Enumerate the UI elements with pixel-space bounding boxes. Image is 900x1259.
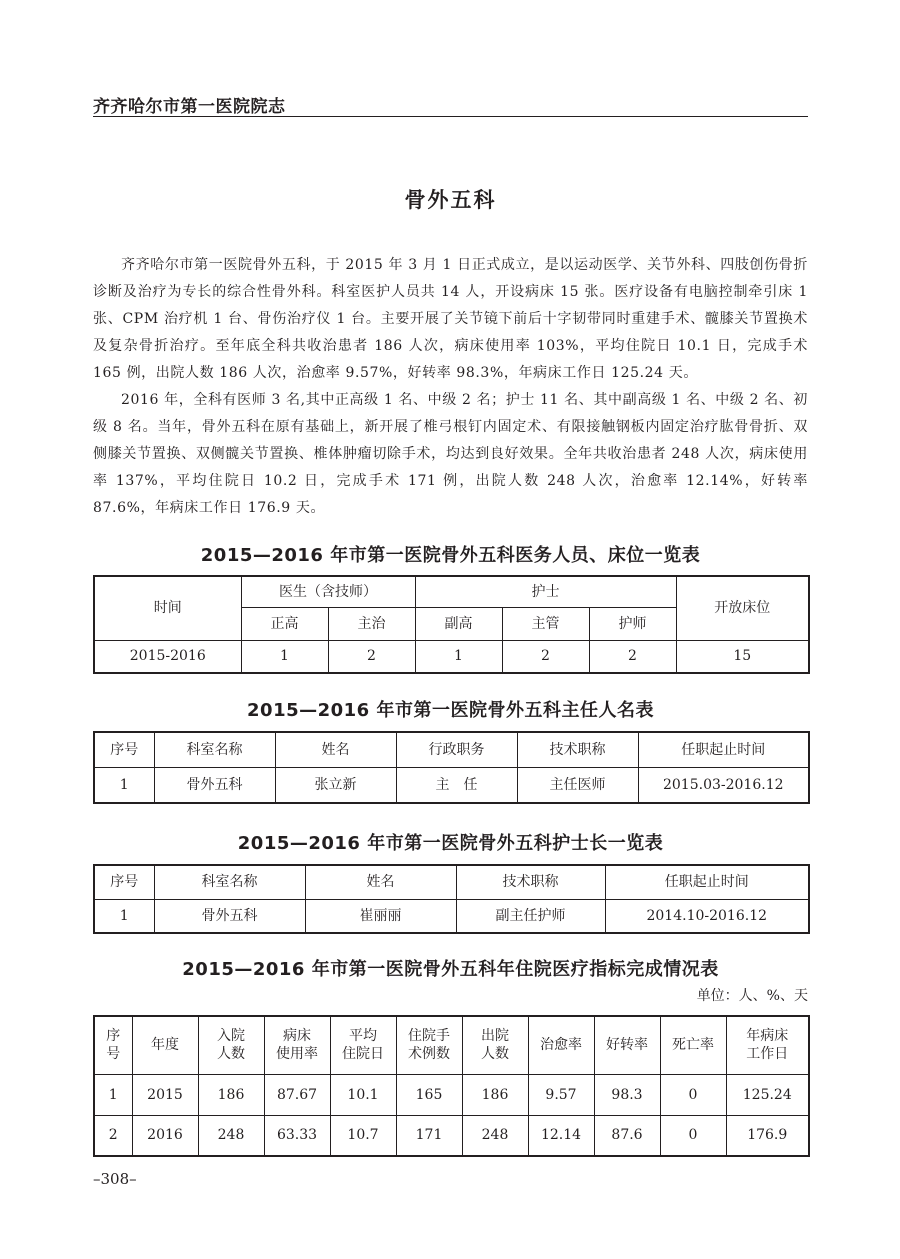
header-cell: 姓名 xyxy=(275,732,396,767)
director-table-title: 2015—2016 年市第一医院骨外五科主任人名表 xyxy=(247,700,654,721)
header-cell: 科室名称 xyxy=(154,865,305,899)
header-cell: 住院手 术例数 xyxy=(396,1016,462,1074)
table-cell: 10.7 xyxy=(330,1115,396,1156)
unit-note: 单位：人、%、天 xyxy=(696,988,808,1004)
table-cell: 2015-2016 xyxy=(94,640,241,673)
indicator-table xyxy=(93,1015,810,1157)
staff-table-title: 2015—2016 年市第一医院骨外五科医务人员、床位一览表 xyxy=(200,545,701,566)
indicator-table-title: 2015—2016 年市第一医院骨外五科年住院医疗指标完成情况表 xyxy=(182,959,719,980)
table-cell: 10.1 xyxy=(330,1074,396,1115)
page-number: –308– xyxy=(93,1170,137,1188)
table-cell: 87.6 xyxy=(594,1115,660,1156)
table-cell: 骨外五科 xyxy=(154,899,305,933)
table-cell: 2 xyxy=(328,640,415,673)
table-cell: 1 xyxy=(94,767,154,803)
table-cell: 9.57 xyxy=(528,1074,594,1115)
header-cell: 主治 xyxy=(328,607,415,640)
table-cell: 0 xyxy=(660,1115,726,1156)
header-cell: 序号 xyxy=(94,732,154,767)
header-cell: 序号 xyxy=(94,865,154,899)
body-text xyxy=(93,252,808,522)
table-row xyxy=(94,767,809,803)
header-cell: 护师 xyxy=(589,607,676,640)
header-cell: 开放床位 xyxy=(676,576,809,640)
table-cell: 87.67 xyxy=(264,1074,330,1115)
header-cell: 护士 xyxy=(415,576,676,607)
header-cell: 平均 住院日 xyxy=(330,1016,396,1074)
paragraph-2015: 齐齐哈尔市第一医院骨外五科，于 2015 年 3 月 1 日正式成立，是以运动医学、关节外科、四肢创伤骨折诊断及治疗为专长的综合性骨外科。科室医护人员共 14 人，开设病床 15 张。医疗设备有电脑控制牵引床 1 张、CPM 治疗机 1 台、骨伤治疗仪 1 台。主要开展了关节镜下前后十字韧带同时重建手术、髋膝关节置换术及复杂骨折治疗。至年底全科共收治患者 186 人次，病床使用率 103%，平均住院日 10.1 日，完成手术 165 例，出院人数 186 人次，治愈率 9.57%，好转率 98.3%，年病床工作日 125.24 天。 xyxy=(93,257,808,381)
header-cell: 入院 人数 xyxy=(198,1016,264,1074)
header-cell: 任职起止时间 xyxy=(638,732,809,767)
header-cell: 死亡率 xyxy=(660,1016,726,1074)
table-cell: 2015 xyxy=(132,1074,198,1115)
director-table xyxy=(93,731,810,804)
headnurse-table-title: 2015—2016 年市第一医院骨外五科护士长一览表 xyxy=(237,833,664,854)
table-cell: 0 xyxy=(660,1074,726,1115)
headnurse-table xyxy=(93,864,810,934)
table-row xyxy=(94,1115,809,1156)
header-cell: 医生（含技师） xyxy=(241,576,415,607)
table-row xyxy=(94,1074,809,1115)
table-cell: 2 xyxy=(502,640,589,673)
header-cell: 副高 xyxy=(415,607,502,640)
table-cell: 186 xyxy=(462,1074,528,1115)
table-cell: 1 xyxy=(94,1074,132,1115)
table-cell: 1 xyxy=(241,640,328,673)
table-cell: 主任医师 xyxy=(517,767,638,803)
table-cell: 2016 xyxy=(132,1115,198,1156)
header-cell: 出院 人数 xyxy=(462,1016,528,1074)
table-cell: 165 xyxy=(396,1074,462,1115)
table-row xyxy=(94,640,809,673)
table-cell: 248 xyxy=(462,1115,528,1156)
header-cell: 时间 xyxy=(94,576,241,640)
table-cell: 176.9 xyxy=(726,1115,809,1156)
header-rule xyxy=(93,116,808,117)
table-cell: 张立新 xyxy=(275,767,396,803)
table-cell: 主 任 xyxy=(396,767,517,803)
section-title: 骨外五科 xyxy=(404,188,497,212)
table-cell: 2 xyxy=(589,640,676,673)
header-cell: 正高 xyxy=(241,607,328,640)
table-cell: 12.14 xyxy=(528,1115,594,1156)
table-cell: 崔丽丽 xyxy=(305,899,456,933)
staff-table xyxy=(93,575,810,674)
table-cell: 186 xyxy=(198,1074,264,1115)
header-cell: 治愈率 xyxy=(528,1016,594,1074)
table-cell: 125.24 xyxy=(726,1074,809,1115)
running-head: 齐齐哈尔市第一医院院志 xyxy=(93,97,286,117)
header-cell: 技术职称 xyxy=(517,732,638,767)
table-row xyxy=(94,899,809,933)
header-cell: 年度 xyxy=(132,1016,198,1074)
header-cell: 技术职称 xyxy=(456,865,605,899)
table-cell: 63.33 xyxy=(264,1115,330,1156)
header-cell: 任职起止时间 xyxy=(605,865,809,899)
table-cell: 2 xyxy=(94,1115,132,1156)
paragraph-2016: 2016 年，全科有医师 3 名,其中正高级 1 名、中级 2 名；护士 11 名、其中副高级 1 名、中级 2 名、初级 8 名。当年，骨外五科在原有基础上，新开展了椎弓根钉内固定术、有限接触钢板内固定治疗肱骨骨折、双侧膝关节置换、双侧髋关节置换、椎体肿瘤切除手术，均达到良好效果。全年共收治患者 248 人次，病床使用率 137%，平均住院日 10.2 日，完成手术 171 例，出院人数 248 人次，治愈率 12.14%，好转率 87.6%，年病床工作日 176.9 天。 xyxy=(93,392,808,516)
table-cell: 248 xyxy=(198,1115,264,1156)
header-cell: 科室名称 xyxy=(154,732,275,767)
header-cell: 姓名 xyxy=(305,865,456,899)
header-cell: 病床 使用率 xyxy=(264,1016,330,1074)
table-cell: 1 xyxy=(415,640,502,673)
table-cell: 98.3 xyxy=(594,1074,660,1115)
table-cell: 2015.03-2016.12 xyxy=(638,767,809,803)
table-cell: 15 xyxy=(676,640,809,673)
header-cell: 行政职务 xyxy=(396,732,517,767)
header-cell: 主管 xyxy=(502,607,589,640)
table-cell: 171 xyxy=(396,1115,462,1156)
header-cell: 序 号 xyxy=(94,1016,132,1074)
table-cell: 副主任护师 xyxy=(456,899,605,933)
header-cell: 好转率 xyxy=(594,1016,660,1074)
table-cell: 1 xyxy=(94,899,154,933)
header-cell: 年病床 工作日 xyxy=(726,1016,809,1074)
table-cell: 骨外五科 xyxy=(154,767,275,803)
table-cell: 2014.10-2016.12 xyxy=(605,899,809,933)
